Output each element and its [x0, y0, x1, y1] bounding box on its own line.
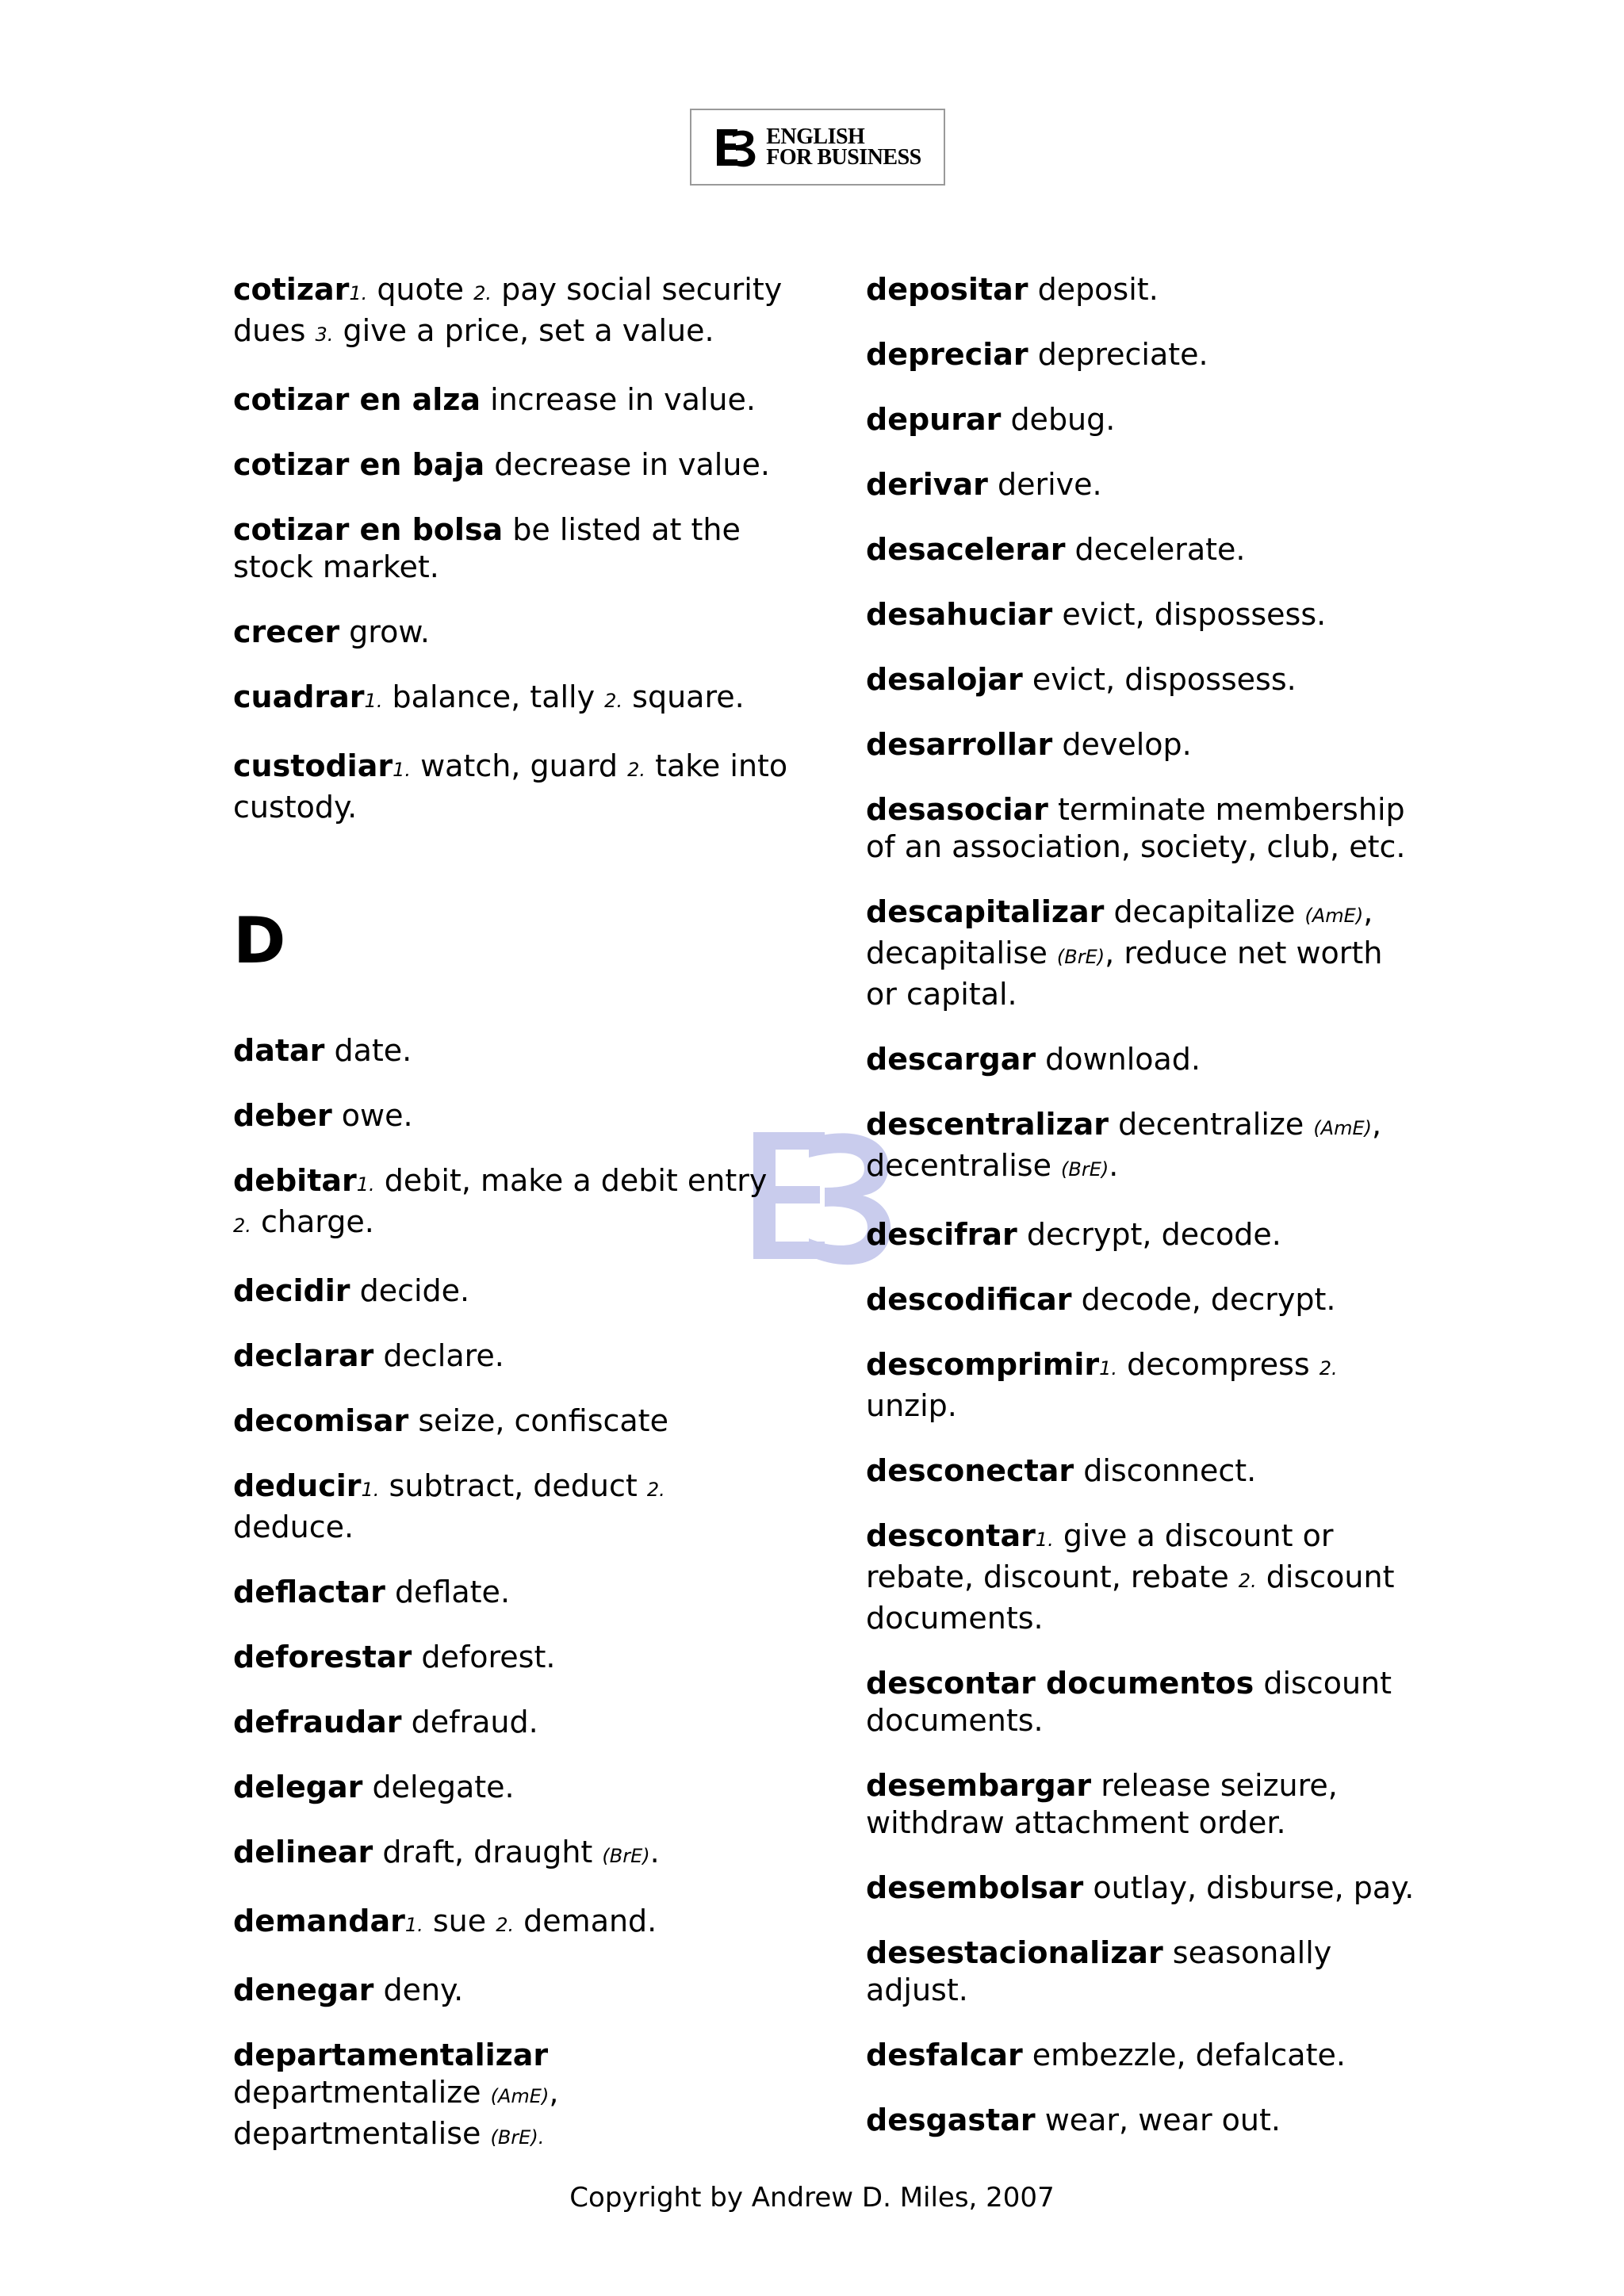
sense-number: 1. [1099, 1357, 1118, 1380]
dictionary-entry [233, 1834, 788, 1875]
sense-number: 1. [356, 1173, 375, 1196]
entry-term: desalojar [866, 662, 1023, 697]
dictionary-entry [233, 381, 788, 419]
entry-term: departamentalizar [233, 2038, 549, 2072]
entry-term: depositar [866, 272, 1028, 307]
entry-definition: debug. [1001, 402, 1116, 437]
entry-term: decomisar [233, 1403, 409, 1438]
entry-term: descifrar [866, 1217, 1017, 1252]
sense-number: 2. [1238, 1570, 1257, 1592]
entry-definition: draft, draught [373, 1835, 603, 1869]
region-label: (AmE) [1304, 905, 1364, 927]
dictionary-entry [866, 596, 1421, 633]
dictionary-entry [866, 661, 1421, 698]
sense-number: 1. [361, 1479, 380, 1501]
dictionary-entry [233, 1032, 788, 1070]
entry-definition: increase in value. [481, 382, 756, 417]
entry-definition: sue [423, 1904, 496, 1938]
dictionary-entry [233, 271, 788, 354]
entry-term: cotizar [233, 272, 350, 307]
dictionary-entry [233, 1769, 788, 1806]
entry-definition: , decapitalise [866, 894, 1373, 970]
entry-term: cotizar en bolsa [233, 512, 504, 547]
region-label: (AmE) [490, 2085, 550, 2107]
eb-monogram-icon [714, 124, 758, 170]
entry-definition: decompress [1117, 1347, 1320, 1382]
entry-term: declarar [233, 1338, 374, 1373]
copyright-footer: Copyright by Andrew D. Miles, 2007 [569, 2182, 1055, 2214]
entry-definition: unzip. [866, 1388, 957, 1423]
logo-text-line-2: FOR BUSINESS [766, 144, 921, 170]
entry-term: datar [233, 1033, 325, 1068]
region-label: (BrE) [602, 1845, 650, 1867]
entry-definition: . [649, 1835, 660, 1869]
section-letter-d: D [233, 904, 286, 978]
left-entries-d [233, 1032, 788, 2156]
entry-term: derivar [866, 467, 988, 502]
entry-definition: give a price, set a value. [333, 313, 714, 348]
entry-definition: outlay, disburse, pay. [1083, 1870, 1415, 1905]
entry-term: descentralizar [866, 1107, 1109, 1142]
entry-term: depurar [866, 402, 1002, 437]
entry-definition: give a discount or rebate, discount, rebate [866, 1518, 1334, 1594]
entry-term: demandar [233, 1904, 405, 1938]
entry-definition: evict, dispossess. [1022, 662, 1297, 697]
entry-definition: evict, dispossess. [1052, 597, 1327, 632]
entry-term: descontar [866, 1518, 1036, 1553]
entry-definition: delegate. [362, 1770, 515, 1804]
entry-definition: charge. [251, 1204, 374, 1239]
entry-definition: take into custody. [233, 748, 788, 825]
entry-definition: quote [367, 272, 474, 307]
dictionary-entry [233, 1272, 788, 1310]
entry-definition: deforest. [412, 1640, 556, 1674]
entry-definition: decide. [350, 1273, 470, 1308]
entry-definition: , reduce net worth or capital. [866, 936, 1383, 1012]
entry-term: cotizar en baja [233, 447, 485, 482]
dictionary-entry [866, 1041, 1421, 1078]
entry-term: desconectar [866, 1453, 1074, 1488]
region-label: (AmE) [1313, 1117, 1372, 1139]
dictionary-entry [866, 1281, 1421, 1318]
entry-term: desarrollar [866, 727, 1053, 762]
entry-definition: decentralize [1109, 1107, 1314, 1142]
english-for-business-logo [690, 109, 945, 186]
entry-term: custodiar [233, 748, 393, 783]
entry-definition: subtract, deduct [379, 1468, 647, 1503]
entry-term: denegar [233, 1973, 374, 2007]
entry-term: crecer [233, 614, 340, 649]
dictionary-entry [233, 511, 788, 586]
entry-definition: depreciate. [1028, 337, 1208, 372]
dictionary-entry [866, 531, 1421, 568]
entry-definition: balance, tally [382, 679, 605, 714]
entry-definition: embezzle, defalcate. [1022, 2038, 1346, 2072]
sense-number: 1. [349, 282, 368, 304]
entry-term: desasociar [866, 792, 1048, 827]
dictionary-entry [866, 1767, 1421, 1842]
sense-number: 2. [1319, 1357, 1338, 1380]
entry-definition: owe. [331, 1098, 413, 1133]
dictionary-entry [233, 679, 788, 720]
entry-definition: deduce. [233, 1510, 354, 1544]
dictionary-entry [866, 894, 1421, 1013]
entry-definition: derive. [987, 467, 1102, 502]
entry-definition: square. [622, 679, 745, 714]
entry-definition: deny. [373, 1973, 464, 2007]
sense-number: 2. [473, 282, 492, 304]
sense-number: 2. [646, 1479, 665, 1501]
dictionary-entry [233, 1903, 788, 1944]
dictionary-entry [866, 466, 1421, 503]
logo-text [766, 124, 921, 170]
entry-definition: decelerate. [1065, 532, 1246, 567]
dictionary-entry [233, 1337, 788, 1375]
dictionary-entry [866, 726, 1421, 763]
entry-term: desfalcar [866, 2038, 1023, 2072]
entry-definition: release seizure, withdraw attachment order. [866, 1768, 1338, 1840]
entry-term: deforestar [233, 1640, 412, 1674]
entry-definition: decrease in value. [485, 447, 770, 482]
entry-definition: be listed at the stock market. [233, 512, 741, 584]
sense-number: 2. [496, 1914, 515, 1936]
entry-definition: demand. [514, 1904, 657, 1938]
dictionary-entry [866, 1452, 1421, 1490]
entry-term: deflactar [233, 1575, 385, 1609]
entry-definition: , decentralise [866, 1107, 1382, 1183]
dictionary-entry [233, 1162, 788, 1245]
entry-definition: watch, guard [410, 748, 628, 783]
entry-term: deber [233, 1098, 332, 1133]
dictionary-entry [866, 1934, 1421, 2009]
dictionary-entry [866, 401, 1421, 438]
entry-term: deducir [233, 1468, 362, 1503]
entry-definition: . [1109, 1148, 1119, 1183]
sense-number: 2. [604, 690, 623, 712]
dictionary-entry [233, 1097, 788, 1135]
dictionary-entry [233, 1402, 788, 1440]
dictionary-entry [233, 748, 788, 826]
left-entries-c [233, 271, 788, 826]
sense-number: 2. [627, 759, 646, 781]
dictionary-entry [866, 1517, 1421, 1637]
entry-definition: declare. [373, 1338, 504, 1373]
entry-definition: deposit. [1028, 272, 1159, 307]
entry-definition: deflate. [385, 1575, 511, 1609]
region-label: (BrE). [490, 2126, 545, 2149]
dictionary-entry [866, 271, 1421, 308]
entry-definition: pay social security dues [233, 272, 783, 348]
dictionary-entry [233, 1639, 788, 1676]
dictionary-entry [233, 1574, 788, 1611]
entry-definition: wear, wear out. [1035, 2103, 1281, 2137]
entry-definition: download. [1036, 1042, 1201, 1077]
dictionary-entry [866, 1106, 1421, 1188]
dictionary-entry [233, 446, 788, 484]
entry-definition: decode, decrypt. [1071, 1282, 1336, 1317]
entry-term: desestacionalizar [866, 1935, 1163, 1970]
entry-definition: grow. [339, 614, 430, 649]
dictionary-entry [866, 1869, 1421, 1907]
entry-term: cuadrar [233, 679, 365, 714]
entry-term: descodificar [866, 1282, 1072, 1317]
dictionary-entry [866, 1216, 1421, 1253]
entry-definition: discount documents. [866, 1666, 1392, 1738]
entry-definition: defraud. [401, 1705, 538, 1739]
entry-definition: seize, confiscate [408, 1403, 668, 1438]
entry-definition: discount documents. [866, 1559, 1395, 1636]
entry-term: decidir [233, 1273, 350, 1308]
entry-definition: departmentalize [233, 2075, 491, 2110]
sense-number: 3. [315, 323, 334, 346]
logo-text-line-1: ENGLISH [766, 124, 865, 149]
dictionary-entry [866, 2102, 1421, 2139]
entry-definition: decrypt, decode. [1017, 1217, 1281, 1252]
region-label: (BrE) [1056, 946, 1105, 968]
right-entries [866, 271, 1421, 2139]
entry-definition: date. [324, 1033, 412, 1068]
entry-term: desahuciar [866, 597, 1053, 632]
dictionary-entry [866, 336, 1421, 373]
entry-term: desacelerar [866, 532, 1066, 567]
entry-definition: debit, make a debit entry [374, 1163, 768, 1198]
left-column [233, 271, 788, 2184]
entry-definition: develop. [1052, 727, 1192, 762]
dictionary-entry [866, 1346, 1421, 1425]
region-label: (BrE) [1061, 1158, 1109, 1181]
sense-number: 1. [404, 1914, 423, 1936]
entry-term: desembargar [866, 1768, 1092, 1803]
dictionary-entry [233, 1468, 788, 1546]
dictionary-entry [233, 2037, 788, 2156]
dictionary-entry [233, 614, 788, 651]
sense-number: 1. [393, 759, 411, 781]
dictionary-entry [233, 1972, 788, 2009]
right-column [866, 271, 1421, 2167]
entry-definition: seasonally adjust. [866, 1935, 1332, 2007]
entry-term: descargar [866, 1042, 1036, 1077]
entry-term: debitar [233, 1163, 357, 1198]
entry-term: desgastar [866, 2103, 1036, 2137]
entry-term: descomprimir [866, 1347, 1100, 1382]
entry-term: depreciar [866, 337, 1028, 372]
sense-number: 1. [364, 690, 383, 712]
entry-definition: decapitalize [1104, 894, 1305, 929]
entry-definition: disconnect. [1074, 1453, 1257, 1488]
entry-term: descontar documentos [866, 1666, 1254, 1701]
dictionary-entry [866, 2037, 1421, 2074]
sense-number: 2. [233, 1215, 251, 1237]
dictionary-entry [866, 791, 1421, 866]
entry-definition: , departmentalise [233, 2075, 559, 2151]
dictionary-entry [866, 1665, 1421, 1739]
entry-term: descapitalizar [866, 894, 1105, 929]
entry-definition: terminate membership of an association, society, club, etc. [866, 792, 1406, 864]
sense-number: 1. [1035, 1529, 1054, 1551]
entry-term: delinear [233, 1835, 373, 1869]
entry-term: cotizar en alza [233, 382, 481, 417]
dictionary-entry [233, 1704, 788, 1741]
entry-term: delegar [233, 1770, 363, 1804]
entry-term: defraudar [233, 1705, 402, 1739]
entry-term: desembolsar [866, 1870, 1084, 1905]
